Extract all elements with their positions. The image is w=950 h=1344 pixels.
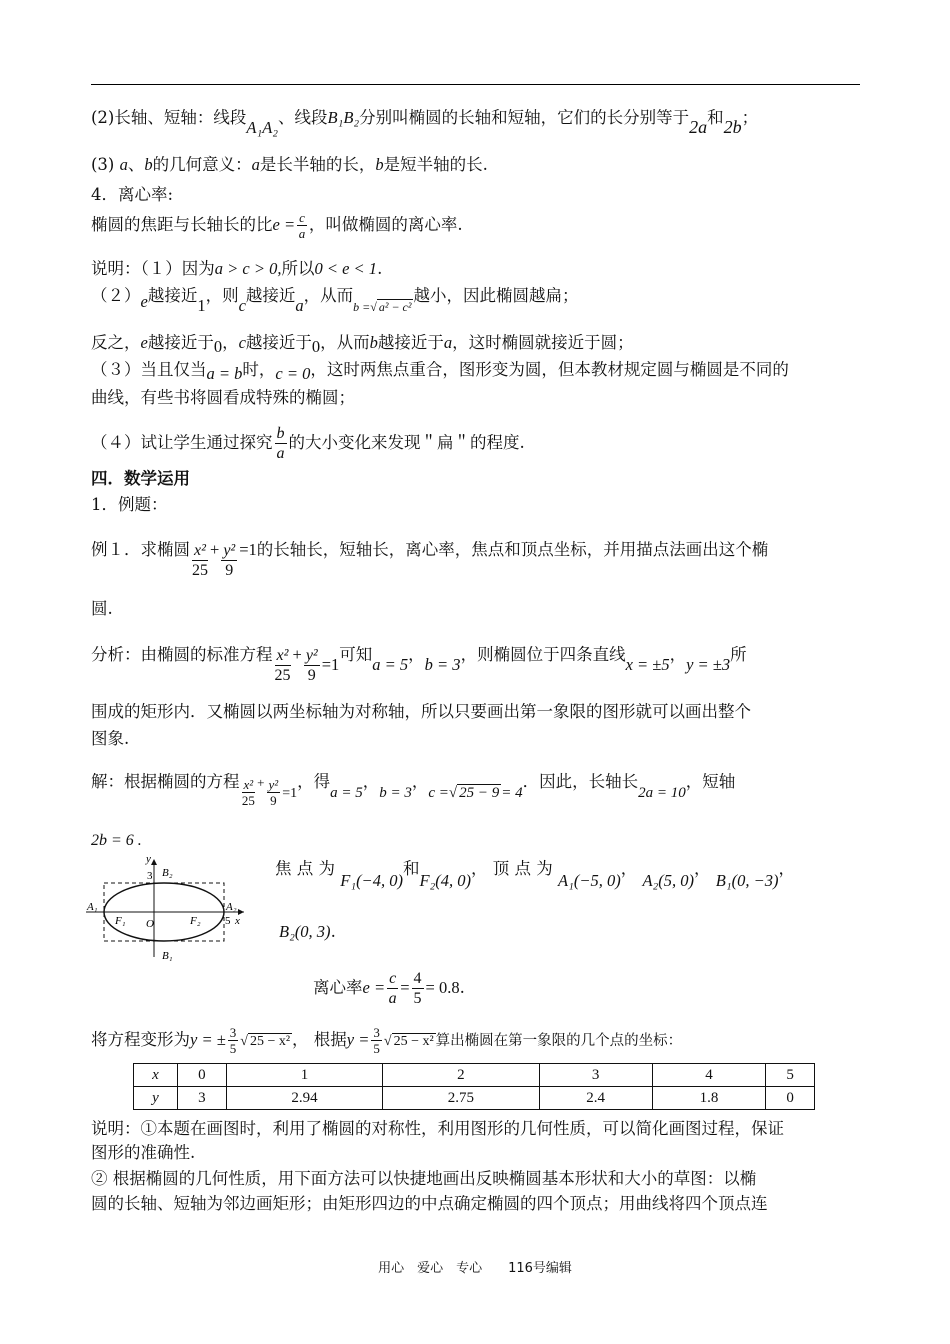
text: 所 — [730, 645, 747, 664]
numerator: y² — [223, 542, 236, 559]
text: ，短轴 — [685, 772, 736, 791]
table-row — [134, 1064, 815, 1087]
text-line — [91, 767, 736, 808]
numerator: x² — [243, 777, 254, 792]
numerator: c — [299, 210, 305, 225]
radicand: a² − c² — [378, 300, 412, 314]
text-line — [91, 727, 129, 751]
math: b — [144, 155, 153, 174]
math: e — [140, 292, 148, 311]
math: b — [369, 333, 378, 352]
text: 越接近于 — [147, 333, 214, 352]
math: 0 < e < 1 — [314, 259, 378, 278]
math: a — [119, 155, 128, 174]
table-cell: 2 — [383, 1064, 539, 1087]
text-line — [91, 636, 747, 684]
math: c — [238, 333, 246, 352]
math: 0 — [213, 337, 223, 356]
values-table — [133, 1063, 815, 1110]
math: a = 5 — [372, 655, 409, 674]
text: 越小，因此椭圆越扁； — [413, 286, 579, 305]
text: ， 根据 — [292, 1030, 347, 1049]
math: b = 3 — [379, 785, 412, 801]
numerator: 3 — [373, 1025, 380, 1040]
text: ， — [694, 859, 711, 878]
label-y: y — [146, 853, 151, 865]
text: 例１．求椭圆 — [91, 540, 190, 559]
fraction — [267, 777, 281, 808]
denominator: a — [276, 445, 285, 462]
ellipse-figure — [82, 853, 252, 963]
text: ，得 — [297, 772, 331, 791]
math: B₁B₂ — [327, 108, 360, 127]
text: ，则 — [205, 286, 239, 305]
denominator: a — [388, 990, 397, 1007]
text-line — [91, 153, 488, 177]
math: c = 0 — [275, 364, 311, 383]
text: 解：根据椭圆的方程 — [91, 772, 240, 791]
text: 1．例题： — [91, 495, 168, 514]
math: a — [443, 333, 453, 352]
text: 的大小变化来发现＂扁＂的程度. — [288, 433, 525, 452]
sqrt: √ a² − c² — [370, 300, 412, 314]
table-cell: 0 — [766, 1087, 815, 1110]
text-line: 圆的长轴、短轴为邻边画矩形；由矩形四边的中点确定椭圆的四个顶点；用曲线将四个顶点连 — [91, 1194, 768, 1213]
text: 说明：（１）因为 — [91, 259, 215, 278]
text-line — [91, 493, 168, 517]
fraction — [304, 646, 320, 685]
math: a > c > 0, — [214, 259, 282, 278]
text: （２） — [91, 286, 141, 305]
text: 、线段 — [278, 108, 328, 127]
text: 、 — [127, 155, 145, 174]
math: 2b — [723, 117, 742, 137]
math: 2a — [689, 117, 708, 137]
text: ， — [669, 645, 687, 664]
math: F₂(4, 0) — [419, 871, 472, 890]
fraction — [412, 969, 424, 1008]
math: A₁A₂ — [246, 118, 279, 137]
text-line — [91, 210, 463, 241]
text: ，从而 — [303, 286, 354, 305]
math: c — [238, 296, 246, 315]
text: 曲线，有些书将圆看成特殊的椭圆； — [91, 388, 355, 407]
numerator: y² — [305, 647, 318, 664]
math: y = — [346, 1030, 370, 1049]
section-heading: 四．数学运用 — [91, 469, 190, 488]
denominator: 9 — [270, 793, 277, 808]
radicand: 25 − 9 — [459, 785, 500, 801]
label-F1: F₁ — [115, 915, 126, 927]
math: e = — [272, 215, 296, 234]
text: ， — [222, 333, 239, 352]
text-line — [313, 969, 465, 1008]
text: 是长半轴的长， — [259, 155, 376, 174]
math: A₁(−5, 0) — [558, 871, 621, 890]
text: 时， — [242, 360, 276, 379]
text-line — [91, 183, 173, 207]
math: x = ±5 — [625, 655, 670, 674]
denominator: 9 — [307, 667, 316, 684]
math: 0 — [311, 337, 321, 356]
numerator: x² — [192, 541, 208, 561]
radicand: 25 − x² — [393, 1034, 434, 1049]
text: (3) — [91, 155, 115, 174]
table-cell: x — [134, 1064, 178, 1087]
text: ，这时椭圆就接近于圆； — [452, 333, 634, 352]
math — [428, 785, 522, 801]
sqrt: √ 25 − x² — [383, 1034, 434, 1049]
math: y = ± — [190, 1030, 226, 1049]
label-F2: F₂ — [190, 915, 201, 927]
text: 和 — [402, 859, 420, 878]
fraction — [371, 1025, 382, 1056]
text: （４）试让学生通过探究 — [91, 433, 273, 452]
math: + — [257, 775, 265, 790]
text: 围成的矩形内．又椭圆以两坐标轴为对称轴，所以只要画出第一象限的图形就可以画出整个 — [91, 702, 751, 721]
fraction — [275, 646, 291, 685]
math: =1 — [239, 540, 257, 559]
fraction — [297, 210, 307, 241]
text-line — [91, 331, 634, 355]
text: 反之， — [91, 333, 141, 352]
text: 越接近 — [147, 286, 198, 305]
math: = — [400, 978, 410, 997]
text: ，叫做椭圆的离心率. — [308, 215, 463, 234]
math: e — [140, 333, 148, 352]
math: A₂(5, 0) — [642, 871, 695, 890]
text-line — [91, 284, 579, 315]
text: 的几何意义： — [152, 155, 252, 174]
table-cell: 4 — [652, 1064, 765, 1087]
text-line — [91, 700, 751, 724]
header-rule — [91, 84, 860, 85]
text-line — [91, 531, 769, 579]
math: a — [251, 155, 260, 174]
numerator: x² — [275, 646, 291, 666]
fraction — [275, 424, 287, 463]
text: ； — [741, 108, 759, 127]
text: 和 — [707, 108, 724, 127]
text: ，这时两焦点重合，图形变为圆，但本教材规定圆与椭圆是不同的 — [310, 360, 789, 379]
denominator: 5 — [229, 1041, 237, 1056]
denominator: 25 — [241, 793, 255, 808]
label-5: 5 — [225, 915, 231, 927]
text: . — [330, 922, 336, 941]
radicand: 25 − x² — [249, 1034, 291, 1049]
math: B₁(0, −3) — [715, 871, 779, 890]
text-line — [91, 1025, 682, 1056]
numerator: b — [276, 425, 285, 442]
fraction — [192, 541, 208, 580]
text: ，从而 — [320, 333, 370, 352]
text-line: ② 根据椭圆的几何性质，用下面方法可以快捷地画出反映椭圆基本形状和大小的草图：以椭 — [91, 1169, 757, 1188]
sqrt: √ 25 − x² — [240, 1034, 291, 1049]
table-cell: 1.8 — [652, 1087, 765, 1110]
math: =1 — [321, 655, 340, 674]
text: ， — [362, 772, 380, 791]
text-line — [91, 358, 789, 382]
table-cell: 1 — [226, 1064, 382, 1087]
table-cell: 3 — [178, 1087, 227, 1110]
math: b — [375, 155, 384, 174]
text: 图象. — [91, 729, 130, 748]
math: F₁(−4, 0) — [340, 871, 403, 890]
label-A2: A₂ — [226, 901, 237, 913]
table-cell: 0 — [178, 1064, 227, 1087]
math: = 4 — [501, 785, 523, 801]
table-cell: 2.94 — [226, 1087, 382, 1110]
math: = 0.8 — [425, 978, 460, 997]
text: 椭圆的焦距与长轴长的比 — [91, 215, 273, 234]
math: b = 3 — [424, 655, 461, 674]
text-line — [279, 920, 336, 944]
fraction — [228, 1025, 239, 1056]
text: 将方程变形为 — [91, 1030, 190, 1049]
text-line — [91, 424, 525, 463]
math: a = b — [206, 364, 243, 383]
denominator: 5 — [373, 1041, 380, 1056]
text: 离心率 — [313, 978, 363, 997]
table-cell: 2.4 — [539, 1087, 652, 1110]
math: c = — [428, 785, 449, 801]
text: . — [459, 978, 465, 997]
text: 越接近于 — [377, 333, 444, 352]
math: =1 — [282, 786, 298, 801]
table-cell: y — [134, 1087, 178, 1110]
text-line: 说明：①本题在画图时，利用了椭圆的对称性，利用图形的几何性质，可以简化画图过程，保证 — [91, 1119, 784, 1138]
text: ，则椭圆位于四条直线 — [460, 645, 626, 664]
text-line — [91, 386, 355, 410]
numerator: y² — [268, 777, 279, 792]
text-line — [275, 857, 795, 890]
text: ， — [778, 859, 795, 878]
numerator: 3 — [229, 1025, 237, 1040]
text: 是短半轴的长. — [383, 155, 488, 174]
text-line: 2b = 6 . — [91, 832, 142, 849]
math: a = 5 — [330, 785, 363, 801]
denominator: 5 — [413, 990, 422, 1007]
math: + — [210, 540, 220, 559]
text: 的长轴长，短轴长，离心率，焦点和顶点坐标，并用描点法画出这个椭 — [256, 540, 769, 559]
label-A1: A₁ — [87, 901, 98, 913]
math: e = — [362, 978, 386, 997]
fraction — [242, 777, 256, 808]
text: （３）当且仅当 — [91, 360, 207, 379]
text: 分别叫椭圆的长轴和短轴，它们的长分别等于 — [359, 108, 690, 127]
math: B₂(0, 3) — [279, 922, 331, 941]
text-line — [91, 105, 759, 137]
text: 4．离心率: — [91, 185, 174, 204]
math: b = — [353, 300, 371, 314]
text: ， — [620, 859, 638, 878]
text: 圆. — [91, 599, 113, 618]
text: ．因此，长轴长 — [522, 772, 639, 791]
text: 越接近 — [245, 286, 296, 305]
text-line — [91, 597, 113, 621]
math: y = ±3 — [686, 655, 731, 674]
text: 所以 — [281, 259, 315, 278]
math: + — [292, 645, 302, 664]
text: 算出椭圆在第一象限的几个点的坐标： — [435, 1033, 683, 1049]
fraction — [221, 541, 237, 580]
text: 分析：由椭圆的标准方程 — [91, 645, 273, 664]
denominator: 9 — [225, 562, 234, 579]
math: a — [295, 296, 304, 315]
text: (2)长轴、短轴：线段 — [91, 108, 247, 127]
label-O: O — [146, 918, 154, 930]
label-x: x — [235, 915, 240, 927]
math: 1 — [197, 296, 206, 315]
denominator: 25 — [192, 562, 208, 579]
sqrt: √ 25 − 9 — [448, 785, 500, 801]
table-row — [134, 1087, 815, 1110]
label-B1: B₁ — [162, 950, 173, 962]
label-B2: B₂ — [162, 867, 173, 879]
numerator: 4 — [413, 970, 422, 987]
table-cell: 3 — [539, 1064, 652, 1087]
text-line: 图形的准确性. — [91, 1143, 196, 1162]
y-arrow — [151, 859, 157, 865]
table-cell: 2.75 — [383, 1087, 539, 1110]
text: ， — [411, 772, 429, 791]
math: 2a = 10 — [638, 785, 686, 801]
denominator: a — [298, 226, 306, 241]
text: 越接近于 — [245, 333, 312, 352]
text: 可知 — [339, 645, 373, 664]
text: 焦 点 为 — [275, 859, 335, 878]
text: ， 顶 点 为 — [471, 859, 553, 878]
denominator: 25 — [274, 667, 291, 684]
math — [353, 300, 413, 314]
label-3: 3 — [147, 870, 153, 882]
table-cell: 5 — [766, 1064, 815, 1087]
numerator: c — [389, 970, 397, 987]
text-line: 说明：（１）因为a > c > 0,所以0 < e < 1. — [91, 259, 383, 278]
fraction — [387, 969, 398, 1008]
text: ， — [408, 645, 425, 664]
page-footer: 用心 爱心 专心 116号编辑 — [378, 1261, 572, 1276]
